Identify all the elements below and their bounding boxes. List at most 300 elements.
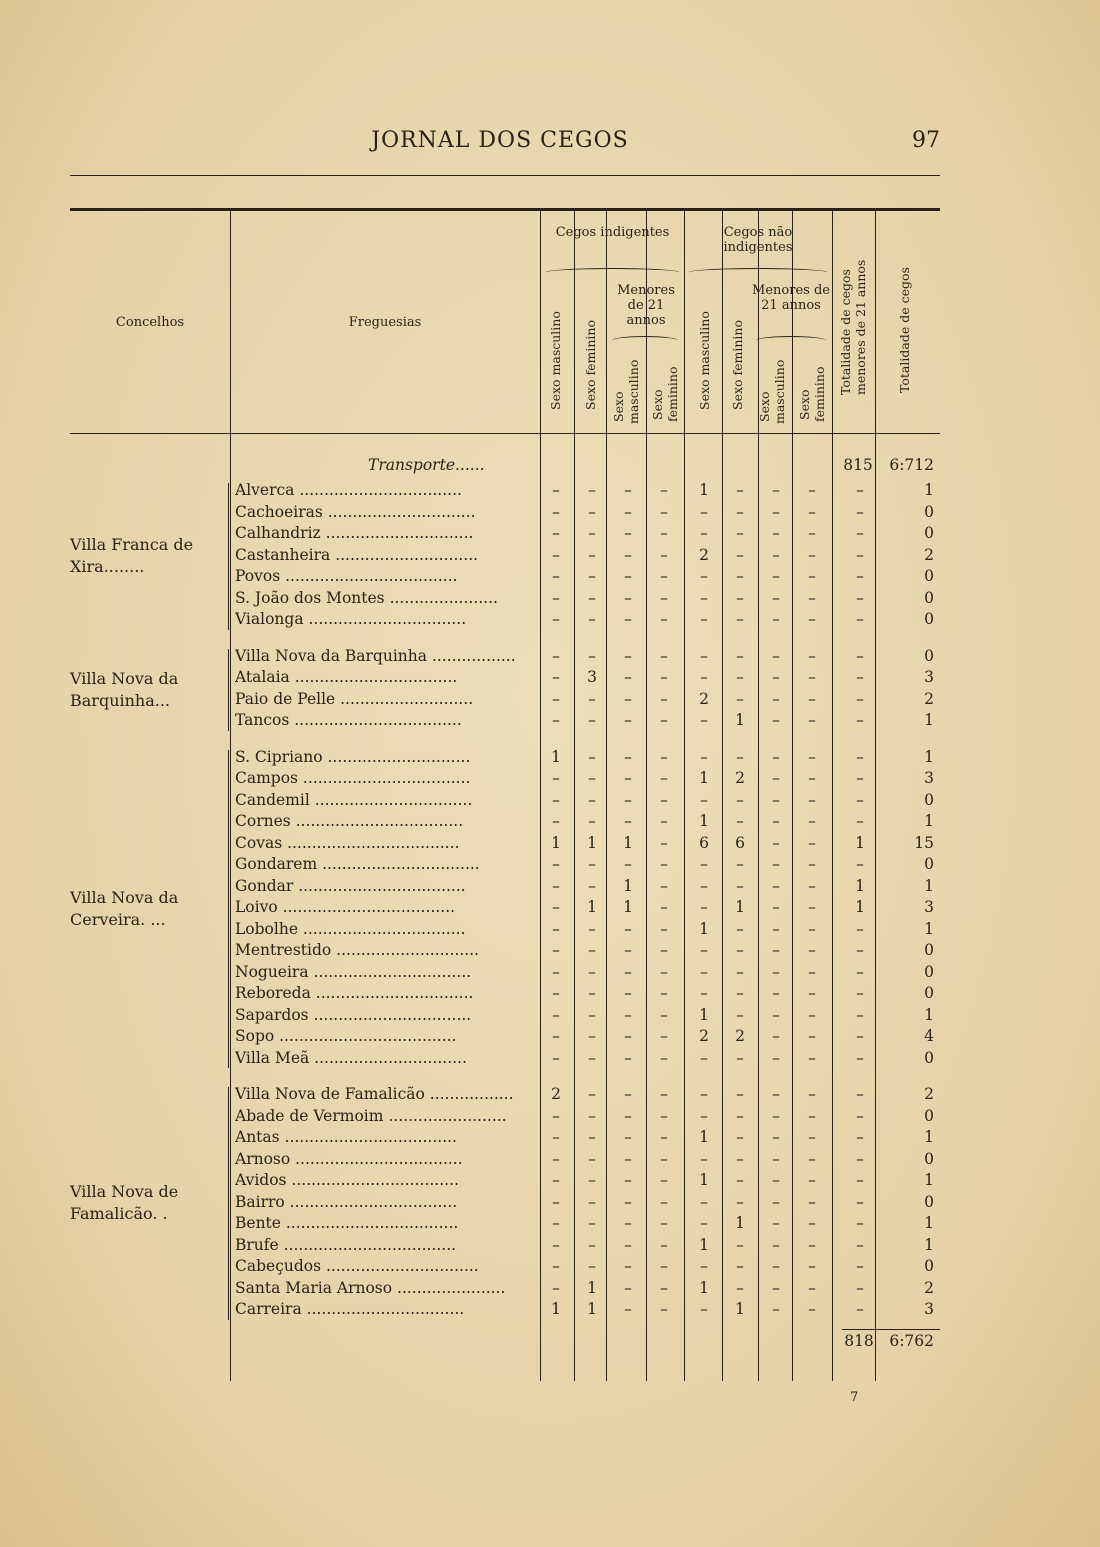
- cell-value: 1: [699, 769, 709, 787]
- cell-value: –: [856, 1106, 864, 1125]
- cell-value: –: [808, 1048, 816, 1067]
- cell-value: –: [624, 711, 632, 729]
- freguesia-name: Campos ..................................: [235, 769, 471, 787]
- cell-value: –: [552, 1257, 560, 1275]
- cell-value: 2: [699, 1027, 709, 1045]
- cell-value: –: [736, 1192, 744, 1211]
- cell-value: –: [660, 1300, 668, 1318]
- cell-value: –: [808, 1278, 816, 1297]
- cell-value: –: [856, 1278, 864, 1297]
- cell-value: –: [736, 1005, 744, 1024]
- cell-value: –: [660, 1278, 668, 1297]
- cell-value: 1: [551, 833, 561, 852]
- concelho-name: Villa Nova da Barquinha...: [70, 668, 179, 710]
- final-totals-row: [0, 1332, 1100, 1354]
- cell-value: –: [660, 747, 668, 766]
- cell-value: –: [660, 984, 668, 1002]
- row-total: 1: [924, 1128, 934, 1146]
- brace-menores-1: [612, 336, 678, 345]
- cell-value: –: [772, 668, 780, 686]
- freguesia-name: Avidos ..................................: [235, 1171, 459, 1189]
- cell-value: –: [624, 1128, 632, 1146]
- cell-value: –: [856, 646, 864, 665]
- cell-value: –: [856, 1149, 864, 1168]
- cell-value: –: [808, 1257, 816, 1275]
- cell-value: –: [808, 646, 816, 665]
- header-cegos-nao-indigentes: Cegos não indigentes: [723, 225, 793, 255]
- cell-value: –: [624, 1257, 632, 1275]
- cell-value: –: [624, 1048, 632, 1067]
- cell-value: –: [856, 855, 864, 873]
- cell-value: –: [588, 747, 596, 766]
- cell-value: –: [736, 1048, 744, 1067]
- cell-value: –: [552, 1278, 560, 1297]
- cell-value: –: [808, 876, 816, 895]
- cell-value: –: [700, 941, 708, 959]
- cell-value: –: [624, 668, 632, 686]
- freguesia-name: Povos ...................................: [235, 567, 458, 585]
- header-vertical: Sexo feminino: [583, 319, 598, 410]
- freguesia-name: Cachoeiras ..............................: [235, 502, 476, 521]
- cell-value: –: [624, 747, 632, 766]
- cell-value: –: [588, 962, 596, 981]
- cell-value: –: [660, 689, 668, 708]
- cell-value: –: [808, 747, 816, 766]
- cell-value: –: [772, 1235, 780, 1254]
- cell-value: –: [736, 1085, 744, 1103]
- cell-value: –: [808, 855, 816, 873]
- row-total: 0: [924, 962, 934, 981]
- header-vertical-sexo: Sexo: [797, 389, 812, 420]
- cell-value: –: [552, 610, 560, 628]
- row-total: 1: [924, 747, 934, 766]
- cell-value: –: [588, 711, 596, 729]
- header-tot-menores: Totalidade de cegos menores de 21 annos: [838, 259, 868, 395]
- cell-value: –: [660, 1214, 668, 1232]
- transporte-menores: 815: [843, 456, 873, 474]
- cell-value: –: [736, 1171, 744, 1189]
- freguesia-name: S. João dos Montes ......................: [235, 588, 498, 607]
- row-total: 1: [924, 1235, 934, 1254]
- freguesia-name: Atalaia .................................: [235, 668, 458, 686]
- cell-value: –: [660, 1005, 668, 1024]
- cell-value: –: [588, 481, 596, 499]
- cell-value: –: [552, 790, 560, 809]
- table-row: [0, 610, 1100, 632]
- cell-value: –: [552, 919, 560, 938]
- cell-value: –: [588, 610, 596, 628]
- cell-value: –: [808, 1300, 816, 1318]
- cell-value: –: [736, 747, 744, 766]
- cell-value: –: [552, 1027, 560, 1045]
- cell-value: 2: [699, 545, 709, 564]
- cell-value: –: [660, 790, 668, 809]
- cell-value: –: [552, 502, 560, 521]
- cell-value: –: [588, 689, 596, 708]
- cell-value: –: [588, 941, 596, 959]
- row-total: 2: [924, 1085, 934, 1103]
- cell-value: –: [808, 812, 816, 830]
- cell-value: –: [856, 567, 864, 585]
- cell-value: 1: [551, 1300, 561, 1318]
- cell-value: –: [736, 790, 744, 809]
- row-total: 2: [924, 1278, 934, 1297]
- cell-value: –: [624, 855, 632, 873]
- cell-value: –: [700, 898, 708, 916]
- cell-value: –: [856, 984, 864, 1002]
- cell-value: –: [552, 769, 560, 787]
- table-row: [0, 1085, 1100, 1107]
- cell-value: –: [736, 481, 744, 499]
- cell-value: –: [808, 689, 816, 708]
- header-vertical-sexo: Sexo: [757, 391, 772, 422]
- table-row: [0, 711, 1100, 733]
- cell-value: –: [660, 1106, 668, 1125]
- table-row: [0, 1107, 1100, 1129]
- cell-value: –: [700, 1257, 708, 1275]
- cell-value: –: [772, 1106, 780, 1125]
- cell-value: –: [808, 711, 816, 729]
- cell-value: –: [624, 941, 632, 959]
- cell-value: 1: [699, 1005, 709, 1024]
- cell-value: –: [736, 1235, 744, 1254]
- header-vertical-gender: masculino: [626, 359, 641, 424]
- cell-value: –: [772, 646, 780, 665]
- final-total: 6:762: [889, 1331, 934, 1350]
- cell-value: 1: [699, 1235, 709, 1254]
- row-total: 0: [924, 984, 934, 1002]
- row-total: 1: [924, 919, 934, 938]
- cell-value: –: [700, 1085, 708, 1103]
- cell-value: –: [624, 1235, 632, 1254]
- cell-value: –: [808, 545, 816, 564]
- cell-value: –: [588, 1005, 596, 1024]
- cell-value: –: [856, 1085, 864, 1103]
- cell-value: –: [660, 1149, 668, 1168]
- freguesia-name: Gondar ..................................: [235, 876, 466, 895]
- cell-value: –: [588, 1106, 596, 1125]
- cell-value: –: [588, 524, 596, 542]
- cell-value: –: [808, 962, 816, 981]
- cell-value: –: [624, 689, 632, 708]
- cell-value: –: [808, 1085, 816, 1103]
- cell-value: –: [808, 1005, 816, 1024]
- cell-value: –: [624, 524, 632, 542]
- row-total: 0: [924, 610, 934, 628]
- cell-value: –: [552, 1128, 560, 1146]
- cell-value: 1: [735, 898, 745, 916]
- freguesia-name: Cabeçudos ...............................: [235, 1257, 479, 1275]
- cell-value: –: [552, 1214, 560, 1232]
- header-bottom-rule: [70, 433, 940, 434]
- cell-value: –: [808, 1106, 816, 1125]
- cell-value: –: [624, 984, 632, 1002]
- row-total: 0: [924, 567, 934, 585]
- cell-value: –: [700, 1214, 708, 1232]
- cell-value: –: [856, 919, 864, 938]
- cell-value: –: [808, 790, 816, 809]
- row-total: 0: [924, 1048, 934, 1067]
- cell-value: –: [588, 1171, 596, 1189]
- table-row: [0, 769, 1100, 791]
- table-row: [0, 503, 1100, 525]
- cell-value: –: [856, 588, 864, 607]
- table-row: [0, 855, 1100, 877]
- cell-value: –: [624, 481, 632, 499]
- row-total: 1: [924, 1171, 934, 1189]
- cell-value: –: [772, 790, 780, 809]
- cell-value: –: [588, 769, 596, 787]
- cell-value: –: [588, 1085, 596, 1103]
- row-total: 15: [914, 833, 934, 852]
- freguesia-name: Bente ...................................: [235, 1214, 459, 1232]
- cell-value: –: [624, 1300, 632, 1318]
- cell-value: –: [808, 588, 816, 607]
- freguesia-name: Sopo ....................................: [235, 1027, 457, 1045]
- cell-value: –: [856, 1171, 864, 1189]
- cell-value: –: [660, 919, 668, 938]
- cell-value: –: [772, 689, 780, 708]
- cell-value: –: [660, 481, 668, 499]
- cell-value: –: [856, 1300, 864, 1318]
- cell-value: –: [856, 812, 864, 830]
- cell-value: –: [660, 1235, 668, 1254]
- cell-value: –: [736, 646, 744, 665]
- cell-value: –: [808, 984, 816, 1002]
- cell-value: –: [660, 668, 668, 686]
- cell-value: –: [588, 1214, 596, 1232]
- cell-value: –: [772, 567, 780, 585]
- cell-value: –: [588, 1027, 596, 1045]
- cell-value: –: [808, 833, 816, 852]
- cell-value: –: [660, 502, 668, 521]
- cell-value: 1: [855, 876, 865, 895]
- cell-value: –: [624, 769, 632, 787]
- row-total: 3: [924, 769, 934, 787]
- freguesia-name: Gondarem ................................: [235, 855, 480, 873]
- cell-value: –: [808, 1027, 816, 1045]
- cell-value: 1: [699, 919, 709, 938]
- cell-value: –: [856, 481, 864, 499]
- cell-value: –: [588, 545, 596, 564]
- cell-value: –: [772, 769, 780, 787]
- cell-value: –: [660, 1085, 668, 1103]
- cell-value: –: [856, 1005, 864, 1024]
- cell-value: –: [856, 941, 864, 959]
- cell-value: –: [856, 1027, 864, 1045]
- cell-value: –: [736, 545, 744, 564]
- cell-value: –: [700, 524, 708, 542]
- cell-value: –: [588, 1128, 596, 1146]
- freguesia-name: Mentrestido .............................: [235, 941, 480, 959]
- cell-value: 2: [551, 1085, 561, 1103]
- header-vertical: Sexo masculino: [548, 311, 563, 410]
- freguesia-name: Calhandriz ..............................: [235, 524, 474, 542]
- cell-value: –: [552, 984, 560, 1002]
- cell-value: –: [660, 1048, 668, 1067]
- cell-value: –: [700, 984, 708, 1002]
- cell-value: –: [700, 1048, 708, 1067]
- row-total: 0: [924, 524, 934, 542]
- cell-value: –: [624, 646, 632, 665]
- freguesia-name: Vialonga ................................: [235, 610, 467, 628]
- cell-value: –: [700, 502, 708, 521]
- cell-value: –: [808, 524, 816, 542]
- cell-value: –: [808, 769, 816, 787]
- cell-value: –: [588, 646, 596, 665]
- cell-value: –: [856, 1128, 864, 1146]
- cell-value: –: [660, 898, 668, 916]
- freguesia-name: Tancos ..................................: [235, 711, 462, 729]
- concelho-name: Villa Nova de Famalicão. .: [70, 1182, 179, 1224]
- cell-value: –: [552, 1005, 560, 1024]
- cell-value: 2: [699, 689, 709, 708]
- cell-value: –: [772, 855, 780, 873]
- cell-value: 1: [623, 833, 633, 852]
- table-row: [0, 1027, 1100, 1049]
- cell-value: –: [736, 1149, 744, 1168]
- cell-value: –: [624, 567, 632, 585]
- freguesia-name: Santa Maria Arnoso ......................: [235, 1278, 506, 1297]
- cell-value: –: [588, 567, 596, 585]
- table-top-rule: [70, 208, 940, 211]
- cell-value: –: [772, 1027, 780, 1045]
- cell-value: –: [736, 588, 744, 607]
- cell-value: –: [552, 962, 560, 981]
- cell-value: –: [856, 668, 864, 686]
- cell-value: –: [736, 524, 744, 542]
- freguesia-name: Castanheira .............................: [235, 545, 479, 564]
- cell-value: –: [736, 919, 744, 938]
- freguesia-name: Cornes ..................................: [235, 812, 464, 830]
- cell-value: –: [700, 588, 708, 607]
- cell-value: –: [772, 747, 780, 766]
- cell-value: –: [772, 1085, 780, 1103]
- cell-value: –: [772, 1005, 780, 1024]
- cell-value: –: [552, 1106, 560, 1125]
- transporte-row: [0, 456, 1100, 478]
- row-total: 0: [924, 855, 934, 873]
- header-vertical-gender: masculino: [772, 359, 787, 424]
- header-cegos-indigentes: Cegos indigentes: [555, 225, 670, 240]
- cell-value: –: [736, 962, 744, 981]
- cell-value: –: [660, 1171, 668, 1189]
- cell-value: –: [736, 1106, 744, 1125]
- cell-value: –: [856, 524, 864, 542]
- row-total: 3: [924, 1300, 934, 1318]
- cell-value: –: [856, 790, 864, 809]
- cell-value: –: [660, 1128, 668, 1146]
- row-total: 0: [924, 1257, 934, 1275]
- cell-value: –: [552, 898, 560, 916]
- final-menores: 818: [844, 1331, 874, 1350]
- row-total: 0: [924, 588, 934, 607]
- cell-value: –: [660, 588, 668, 607]
- cell-value: –: [808, 1128, 816, 1146]
- cell-value: –: [588, 1048, 596, 1067]
- cell-value: –: [736, 1128, 744, 1146]
- cell-value: –: [588, 790, 596, 809]
- cell-value: 1: [855, 833, 865, 852]
- table-row: [0, 1049, 1100, 1071]
- cell-value: –: [660, 1257, 668, 1275]
- cell-value: –: [588, 984, 596, 1002]
- cell-value: –: [552, 1149, 560, 1168]
- cell-value: –: [624, 588, 632, 607]
- transporte-total: 6:712: [889, 456, 934, 474]
- cell-value: –: [700, 1192, 708, 1211]
- cell-value: –: [700, 567, 708, 585]
- cell-value: –: [660, 941, 668, 959]
- cell-value: 6: [699, 833, 709, 852]
- cell-value: –: [660, 962, 668, 981]
- cell-value: –: [772, 545, 780, 564]
- header-menores-1: Menores de 21 annos: [617, 283, 675, 328]
- cell-value: –: [808, 898, 816, 916]
- table-row: [0, 1279, 1100, 1301]
- cell-value: –: [736, 984, 744, 1002]
- freguesia-name: Candemil ................................: [235, 790, 473, 809]
- journal-title: JORNAL DOS CEGOS: [371, 128, 629, 153]
- cell-value: –: [552, 1192, 560, 1211]
- cell-value: –: [772, 588, 780, 607]
- cell-value: –: [660, 711, 668, 729]
- cell-value: 2: [735, 769, 745, 787]
- row-total: 4: [924, 1027, 934, 1045]
- header-concelhos: Concelhos: [115, 315, 185, 330]
- table-row: [0, 1128, 1100, 1150]
- cell-value: –: [808, 1171, 816, 1189]
- cell-value: –: [772, 962, 780, 981]
- brace-menores-2: [756, 336, 826, 345]
- cell-value: –: [772, 711, 780, 729]
- cell-value: –: [736, 668, 744, 686]
- cell-value: 1: [735, 711, 745, 729]
- cell-value: 1: [587, 1278, 597, 1297]
- cell-value: –: [624, 610, 632, 628]
- freguesia-name: Covas ...................................: [235, 833, 460, 852]
- cell-value: 1: [551, 747, 561, 766]
- cell-value: –: [736, 502, 744, 521]
- cell-value: –: [624, 1171, 632, 1189]
- cell-value: 1: [587, 898, 597, 916]
- cell-value: –: [856, 747, 864, 766]
- cell-value: –: [552, 1171, 560, 1189]
- cell-value: –: [660, 567, 668, 585]
- cell-value: –: [700, 610, 708, 628]
- cell-value: –: [624, 1027, 632, 1045]
- cell-value: –: [588, 1192, 596, 1211]
- cell-value: –: [552, 668, 560, 686]
- freguesia-name: Villa Nova de Famalicão .................: [235, 1085, 514, 1103]
- row-total: 1: [924, 1214, 934, 1232]
- signature-mark: 7: [850, 1390, 859, 1405]
- row-total: 2: [924, 545, 934, 564]
- cell-value: –: [772, 1128, 780, 1146]
- cell-value: –: [772, 898, 780, 916]
- cell-value: –: [624, 1192, 632, 1211]
- freguesia-name: Brufe ...................................: [235, 1235, 457, 1254]
- cell-value: –: [660, 812, 668, 830]
- cell-value: –: [736, 941, 744, 959]
- cell-value: –: [772, 610, 780, 628]
- cell-value: –: [624, 1149, 632, 1168]
- final-rule: [842, 1329, 940, 1330]
- cell-value: –: [588, 855, 596, 873]
- cell-value: –: [700, 962, 708, 981]
- cell-value: –: [660, 855, 668, 873]
- cell-value: –: [660, 769, 668, 787]
